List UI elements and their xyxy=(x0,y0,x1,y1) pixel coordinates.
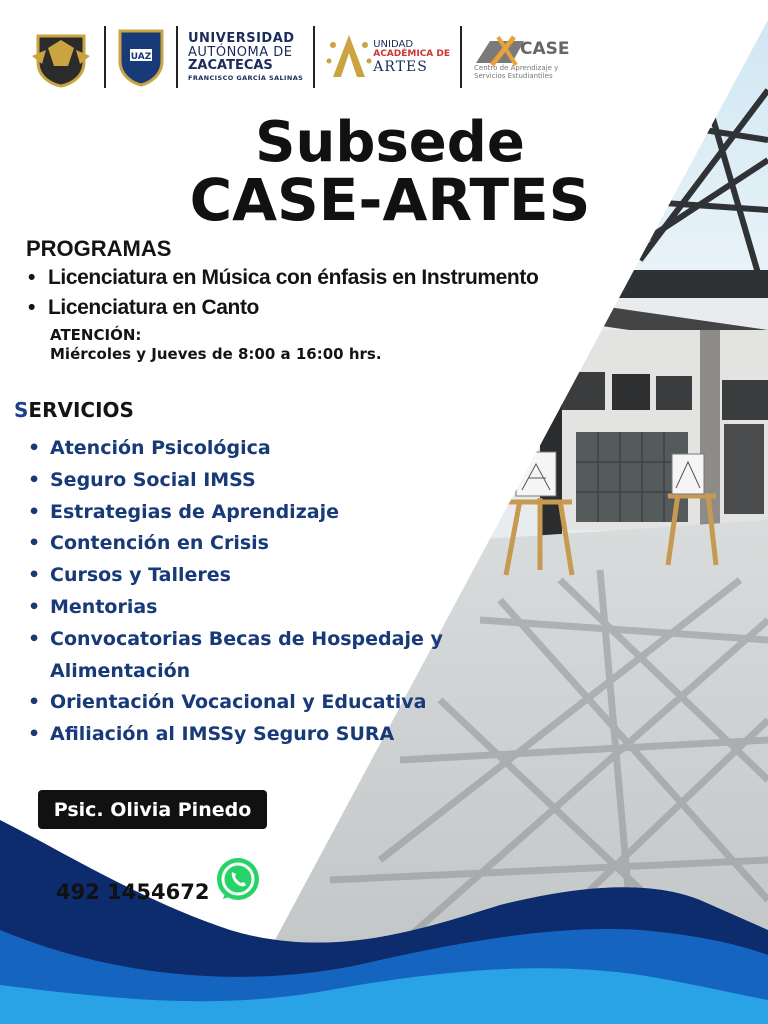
list-item xyxy=(28,624,443,656)
whatsapp-icon[interactable] xyxy=(213,855,263,905)
list-item xyxy=(28,497,443,529)
list-item xyxy=(28,528,443,560)
atencion-label: ATENCIÓN: xyxy=(50,326,142,344)
servicios-heading-initial: S xyxy=(14,398,29,422)
bullet: • xyxy=(28,266,35,289)
logo-divider xyxy=(176,26,178,88)
phone-number[interactable]: 492 1454672 xyxy=(56,880,210,904)
title-line1: Subsede xyxy=(255,110,525,175)
programas-heading: PROGRAMAS xyxy=(26,236,172,261)
bullet: • xyxy=(28,595,41,618)
university-line2: AUTÓNOMA DE xyxy=(188,44,293,60)
list-item xyxy=(28,687,443,719)
servicio-label: Afiliación al IMSSy Seguro SURA xyxy=(50,723,395,746)
list-item xyxy=(28,465,443,497)
servicio-label: Contención en Crisis xyxy=(50,532,269,555)
unidad-line3: ARTES xyxy=(373,58,428,75)
bullet: • xyxy=(28,437,41,459)
bullet: • xyxy=(28,564,41,587)
servicio-label: Alimentación xyxy=(50,659,191,682)
servicio-label: Convocatorias Becas de Hospedaje y xyxy=(50,627,443,650)
servicios-list xyxy=(28,433,443,751)
bullet: • xyxy=(28,532,41,555)
bullet: • xyxy=(28,627,41,650)
case-sub-line1: Centro de Aprendizaje y xyxy=(474,64,559,72)
list-item-continuation xyxy=(28,656,443,688)
bullet: • xyxy=(28,468,41,491)
uaz-badge-text: UAZ xyxy=(130,52,152,62)
programas-list xyxy=(28,266,538,326)
case-word: CASE xyxy=(520,39,570,59)
list-item xyxy=(28,592,443,624)
programa-label: Licenciatura en Música con énfasis en Instrumento xyxy=(48,266,539,289)
logo-divider xyxy=(104,26,106,88)
bullet: • xyxy=(28,296,35,319)
case-logo xyxy=(472,27,582,87)
servicio-label: Estrategias de Aprendizaje xyxy=(50,500,339,523)
unidad-artes-text xyxy=(373,40,450,75)
list-item xyxy=(28,719,443,751)
list-item xyxy=(28,266,538,296)
university-name xyxy=(188,32,303,82)
bullet: • xyxy=(28,691,41,714)
title-line2: CASE-ARTES xyxy=(189,166,591,234)
case-subtitle xyxy=(474,65,558,80)
unidad-line1: UNIDAD xyxy=(373,38,414,50)
servicio-label: Atención Psicológica xyxy=(50,437,271,459)
servicios-heading-rest: ERVICIOS xyxy=(28,398,134,422)
servicio-label: Cursos y Talleres xyxy=(50,564,231,587)
logo-header xyxy=(28,22,582,92)
programa-label: Licenciatura en Canto xyxy=(48,296,259,319)
logo-divider xyxy=(313,26,315,88)
case-sub-line2: Servicios Estudiantiles xyxy=(474,71,553,80)
servicios-heading xyxy=(14,398,134,422)
university-line1: UNIVERSIDAD xyxy=(188,31,295,47)
list-item xyxy=(28,296,538,326)
university-line4: FRANCISCO GARCÍA SALINAS xyxy=(188,74,304,83)
servicio-label: Orientación Vocacional y Educativa xyxy=(50,691,427,714)
servicio-label: Seguro Social IMSS xyxy=(50,468,256,491)
logo-divider xyxy=(460,26,462,88)
list-item xyxy=(28,433,443,465)
bullet: • xyxy=(28,500,41,523)
uaz-crest-icon xyxy=(28,26,94,88)
atencion-schedule: Miércoles y Jueves de 8:00 a 16:00 hrs. xyxy=(50,345,382,363)
atencion-block xyxy=(50,326,382,364)
university-line3: ZACATECAS xyxy=(188,58,273,74)
artes-a-icon xyxy=(325,31,373,83)
servicio-label: Mentorias xyxy=(50,595,158,618)
unidad-line2: ACADÉMICA DE xyxy=(373,49,451,60)
uaz-shield-icon xyxy=(116,27,166,87)
list-item xyxy=(28,560,443,592)
contact-name-badge: Psic. Olivia Pinedo xyxy=(38,790,267,829)
bullet: • xyxy=(28,723,41,746)
